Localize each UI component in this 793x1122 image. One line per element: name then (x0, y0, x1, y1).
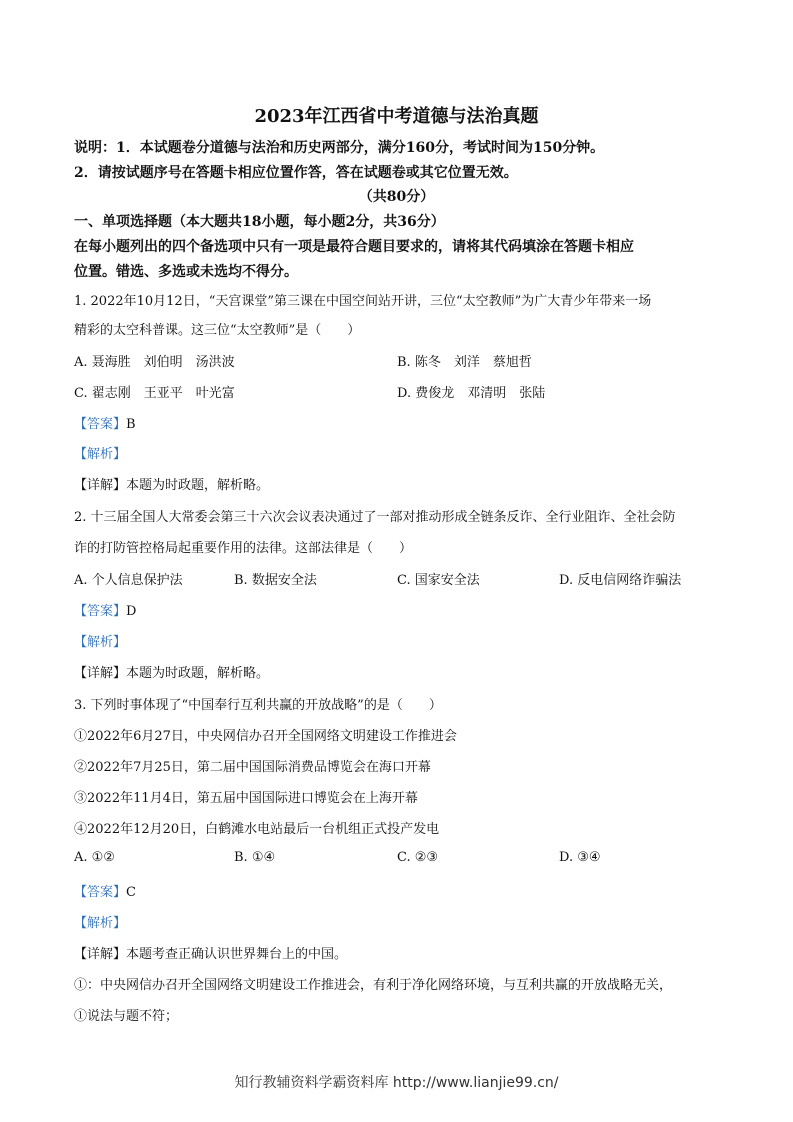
q3-analysis-tag: 【解析】 (74, 916, 127, 931)
q3-explanation-line-2: ①说法与题不符； (74, 1009, 179, 1024)
section-instruction-2: 位置。错选、多选或未选均不得分。 (74, 264, 298, 280)
answer-value: D (126, 604, 137, 619)
q3-option-c: C. ②③ (397, 850, 439, 865)
q3-stem: 3. 下列时事体现了“中国奉行互利共赢的开放战略”的是（ ） (74, 698, 442, 713)
q1-option-c: C. 翟志刚 王亚平 叶光富 (74, 386, 235, 401)
answer-value: B (126, 417, 136, 432)
score-note: （共80分） (358, 189, 435, 205)
q3-statement-2: ②2022年7月25日，第二届中国国际消费品博览会在海口开幕 (74, 760, 431, 775)
answer-tag: 【答案】 (74, 417, 127, 432)
q1-stem-line-2: 精彩的太空科普课。这三位“太空教师”是（ ） (74, 323, 361, 338)
q3-option-d: D. ③④ (559, 850, 601, 865)
q3-statement-3: ③2022年11月4日，第五届中国国际进口博览会在上海开幕 (74, 791, 418, 806)
answer-tag: 【答案】 (74, 604, 127, 619)
q2-option-d: D. 反电信网络诈骗法 (559, 573, 682, 588)
section-instruction-1: 在每小题列出的四个备选项中只有一项是最符合题目要求的，请将其代码填涂在答题卡相应 (74, 239, 634, 255)
footer-watermark: 知行教辅资料学霸资料库 http://www.lianjie99.cn/ (234, 1075, 559, 1091)
q2-stem-line-2: 诈的打防管控格局起重要作用的法律。这部法律是（ ） (74, 541, 413, 556)
q2-answer (74, 600, 734, 619)
q1-option-b: B. 陈冬 刘洋 蔡旭哲 (397, 355, 532, 370)
q2-option-c: C. 国家安全法 (397, 573, 480, 588)
answer-value: C (126, 885, 136, 900)
q3-answer (74, 881, 734, 900)
q1-answer (74, 413, 734, 432)
q1-detail: 【详解】本题为时政题，解析略。 (74, 478, 270, 493)
q3-option-b: B. ①④ (234, 850, 276, 865)
answer-tag: 【答案】 (74, 885, 127, 900)
section-heading: 一、单项选择题（本大题共18小题，每小题2分，共36分） (74, 214, 445, 230)
q3-option-a: A. ①② (74, 850, 115, 865)
q1-option-a: A. 聂海胜 刘伯明 汤洪波 (74, 355, 235, 370)
q2-analysis-tag: 【解析】 (74, 635, 127, 650)
page-title: 2023年江西省中考道德与法治真题 (254, 106, 539, 127)
q2-detail: 【详解】本题为时政题，解析略。 (74, 666, 270, 681)
q1-stem-line-1: 1. 2022年10月12日，“天宫课堂”第三课在中国空间站开讲，三位“太空教师”为广大青少年带来一场 (74, 294, 652, 309)
q2-option-a: A. 个人信息保护法 (74, 573, 183, 588)
note-2: 2．请按试题序号在答题卡相应位置作答，答在试题卷或其它位置无效。 (74, 165, 518, 181)
q3-statement-4: ④2022年12月20日，白鹤滩水电站最后一台机组正式投产发电 (74, 822, 440, 837)
q2-option-b: B. 数据安全法 (234, 573, 317, 588)
q2-stem-line-1: 2. 十三届全国人大常委会第三十六次会议表决通过了一部对推动形成全链条反诈、全行业阻诈、全社会防 (74, 510, 676, 525)
q3-explanation-line-1: ①：中央网信办召开全国网络文明建设工作推进会，有利于净化网络环境，与互利共赢的开放战略无关， (74, 978, 673, 993)
q1-analysis-tag: 【解析】 (74, 447, 127, 462)
q1-option-d: D. 费俊龙 邓清明 张陆 (397, 386, 546, 401)
q3-detail: 【详解】本题考查正确认识世界舞台上的中国。 (74, 947, 348, 962)
q3-statement-1: ①2022年6月27日，中央网信办召开全国网络文明建设工作推进会 (74, 729, 457, 744)
note-1: 说明：1．本试题卷分道德与法治和历史两部分，满分160分，考试时间为150分钟。 (74, 140, 605, 156)
